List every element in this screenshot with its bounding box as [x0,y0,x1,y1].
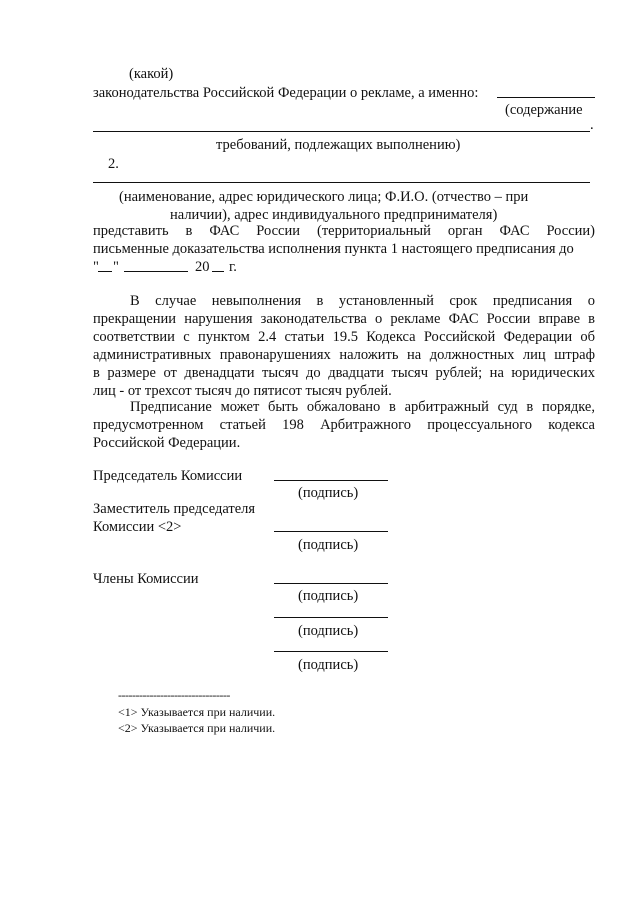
submit-text-line2: письменные доказательства исполнения пункта 1 настоящего предписания до [93,241,574,257]
item-number-2: 2. [108,156,119,172]
footnote-2: <2> Указывается при наличии. [118,721,276,735]
date-year-blank [212,271,224,272]
deputy-label-line2: Комиссии <2> [93,519,182,535]
soderzhanie-caption: (содержание [505,102,583,118]
penalty-line4: административных правонарушениях наложить на должностных лиц штраф [93,347,595,363]
requirements-caption: требований, подлежащих выполнению) [216,137,461,153]
member3-signature-caption: (подпись) [298,657,359,673]
member1-signature-line [274,583,388,584]
deputy-label-line1: Заместитель председателя [93,501,256,517]
member3-signature-line [274,651,388,652]
member1-signature-caption: (подпись) [298,588,359,604]
footnote-1: <1> Указывается при наличии. [118,705,276,719]
appeal-line1: Предписание может быть обжаловано в арбитражный суд в порядке, [130,399,595,415]
penalty-line1: В случае невыполнения в установленный срок предписания о [130,293,595,309]
members-label: Члены Комиссии [93,571,199,587]
chairman-signature-line [274,480,388,481]
date-year-suffix: г. [229,259,237,275]
member2-signature-caption: (подпись) [298,623,359,639]
date-day-blank [98,271,112,272]
deputy-signature-line [274,531,388,532]
entity-caption-line2: наличии), адрес индивидуального предпринимателя) [170,207,498,223]
footnote-separator: -------------------------------- [118,688,230,702]
penalty-line6: лиц - от трехсот тысяч до пятисот тысяч рублей. [93,383,392,399]
penalty-line5: в размере от двенадцати тысяч до двадцати тысяч рублей; на юридических [93,365,595,381]
deputy-signature-caption: (подпись) [298,537,359,553]
blank-line-entity [93,182,590,183]
blank-line-content-start [497,97,595,98]
appeal-line2: предусмотренном статьей 198 Арбитражного процессуального кодекса [93,417,595,433]
date-open-quote: " [93,259,99,275]
appeal-line3: Российской Федерации. [93,435,241,451]
kakoy-caption: (какой) [129,66,174,82]
submit-text-line1: представить в ФАС России (территориальный орган ФАС России) [93,223,595,239]
date-year-prefix: 20 [195,259,210,275]
chairman-label: Председатель Комиссии [93,468,243,484]
period-mark: . [590,117,594,133]
chairman-signature-caption: (подпись) [298,485,359,501]
penalty-line2: прекращении нарушения законодательства о рекламе ФАС России вправе в [93,311,595,327]
entity-caption-line1: (наименование, адрес юридического лица; Ф.И.О. (отчество – при [119,189,529,205]
member2-signature-line [274,617,388,618]
law-reference-text: законодательства Российской Федерации о рекламе, а именно: [93,85,479,101]
blank-line-content [93,131,590,132]
date-month-blank [124,271,188,272]
penalty-line3: соответствии с пунктом 2.4 статьи 19.5 Кодекса Российской Федерации об [93,329,595,345]
date-close-quote: " [113,259,119,275]
